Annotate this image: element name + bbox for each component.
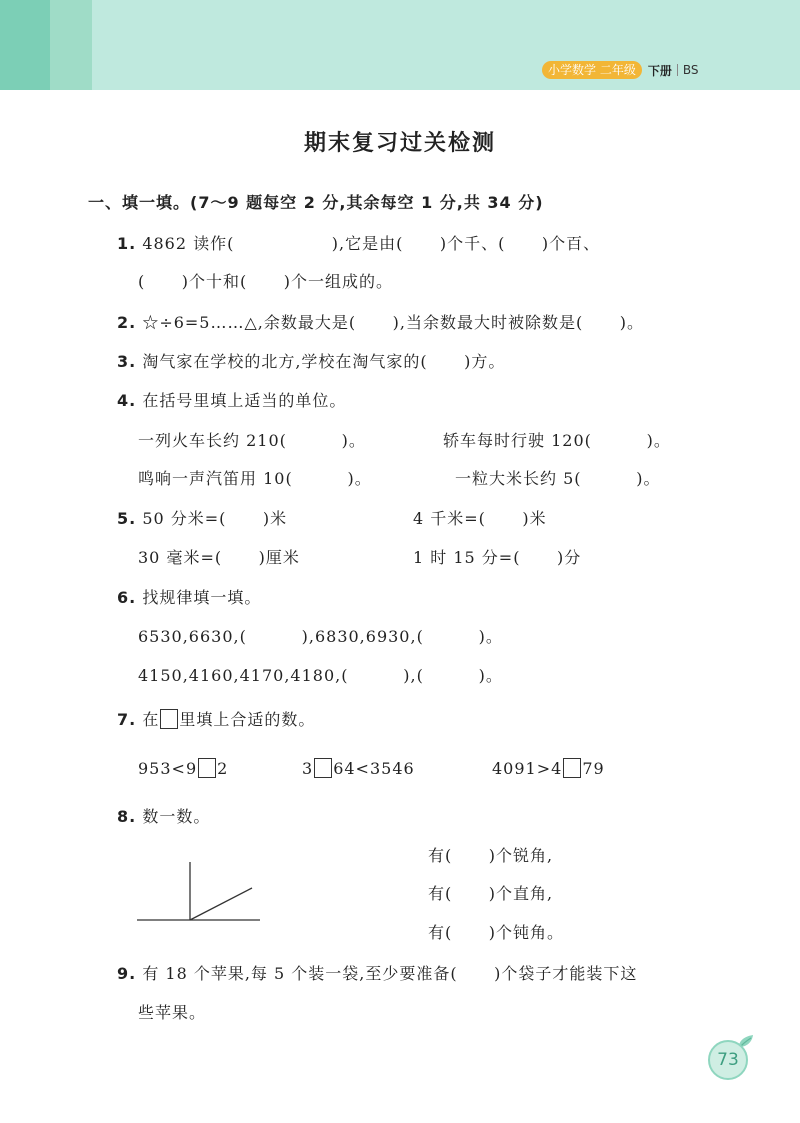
question-4-item: 一列火车长约 210( )。	[138, 431, 366, 450]
question-number: 7.	[117, 710, 137, 729]
question-text: ☆÷6=5……△,余数最大是( ),当余数最大时被除数是( )。	[142, 313, 644, 332]
question-4-item: 轿车每时行驶 120( )。	[443, 431, 671, 450]
question-4	[117, 388, 346, 411]
page-header	[0, 0, 800, 90]
question-text: 找规律填一填。	[142, 588, 262, 607]
question-text: 4862 读作( ),它是由( )个千、( )个百、	[142, 234, 601, 253]
question-number: 5.	[117, 509, 137, 528]
question-5-item: 30 毫米=( )厘米	[138, 548, 300, 567]
question-5-item: 4 千米=( )米	[413, 509, 547, 528]
volume-label: 下册	[647, 63, 672, 78]
question-text: 数一数。	[142, 807, 211, 826]
question-text: 在括号里填上适当的单位。	[142, 391, 347, 410]
comparison-c	[492, 758, 605, 778]
question-2	[117, 310, 644, 333]
comparison-a	[138, 758, 228, 778]
angle-count-acute: 有( )个锐角,	[428, 846, 554, 865]
question-6	[117, 585, 261, 608]
answer-box	[563, 758, 581, 778]
question-text: 有 18 个苹果,每 5 个装一袋,至少要准备( )个袋子才能装下这	[142, 964, 638, 983]
slanted-ray	[190, 888, 252, 920]
comparison-text: 79	[582, 759, 605, 778]
angle-count-obtuse: 有( )个钝角。	[428, 923, 565, 942]
question-number: 9.	[117, 964, 137, 983]
angle-count-right: 有( )个直角,	[428, 884, 554, 903]
sequence-line: 4150,4160,4170,4180,( ),( )。	[138, 666, 503, 685]
question-number: 6.	[117, 588, 137, 607]
comparison-text: 4091>4	[492, 759, 563, 778]
page-title: 期末复习过关检测	[303, 131, 496, 156]
answer-box	[160, 709, 178, 729]
divider	[677, 64, 678, 76]
question-7	[117, 707, 315, 730]
question-text: 在	[142, 710, 160, 729]
question-text: 里填上合适的数。	[179, 710, 316, 729]
header-stripe	[50, 0, 92, 90]
question-8	[117, 804, 210, 827]
question-1	[117, 231, 600, 254]
question-5-item: 1 时 15 分=( )分	[413, 548, 582, 567]
section-heading: 一、填一填。(7～9 题每空 2 分,其余每空 1 分,共 34 分)	[88, 193, 544, 212]
angle-figure	[135, 858, 265, 924]
question-number: 3.	[117, 352, 137, 371]
question-9	[117, 961, 637, 984]
question-number: 4.	[117, 391, 137, 410]
comparison-text: 953<9	[138, 759, 198, 778]
question-text: ( )个十和( )个一组成的。	[138, 272, 394, 291]
header-stripe	[0, 0, 50, 90]
answer-box	[198, 758, 216, 778]
question-number: 2.	[117, 313, 137, 332]
question-number: 8.	[117, 807, 137, 826]
question-text: 些苹果。	[138, 1003, 207, 1022]
answer-box	[314, 758, 332, 778]
comparison-b	[302, 758, 415, 778]
edition-label: BS	[682, 63, 699, 77]
comparison-text: 64<3546	[333, 759, 415, 778]
question-5-item: 50 分米=( )米	[142, 509, 288, 528]
comparison-text: 3	[302, 759, 314, 778]
question-5	[117, 506, 287, 529]
sequence-line: 6530,6630,( ),6830,6930,( )。	[138, 627, 503, 646]
question-4-item: 一粒大米长约 5( )。	[455, 469, 661, 488]
comparison-text: 2	[217, 759, 229, 778]
header-tag	[542, 61, 698, 79]
page-number: 73	[708, 1040, 748, 1080]
question-3	[117, 349, 505, 372]
question-text: 淘气家在学校的北方,学校在淘气家的( )方。	[142, 352, 506, 371]
subject-grade-badge: 小学数学 二年级	[542, 61, 642, 79]
question-4-item: 鸣响一声汽笛用 10( )。	[138, 469, 372, 488]
question-number: 1.	[117, 234, 137, 253]
